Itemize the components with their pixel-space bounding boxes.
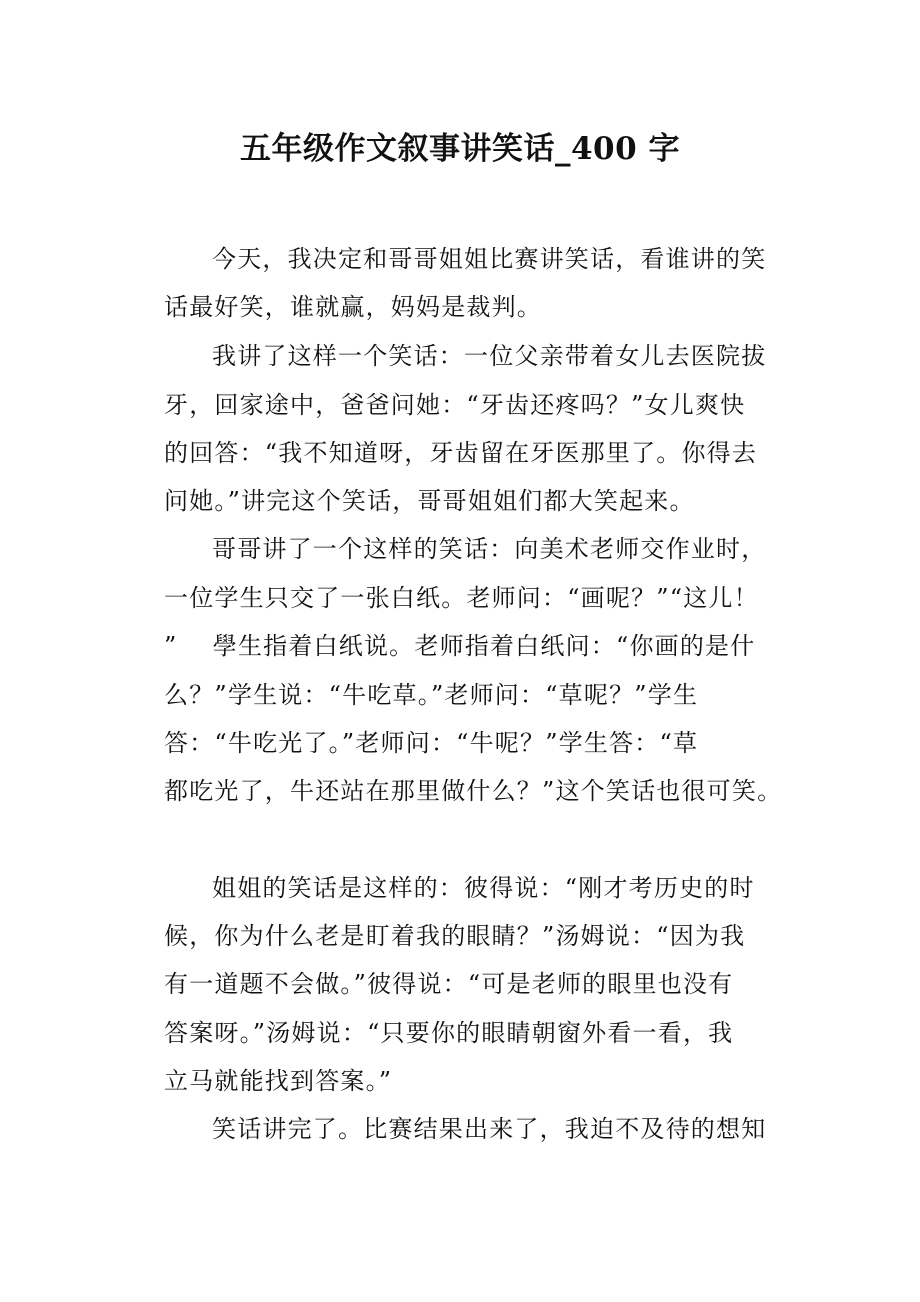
text-line: 有一道题不会做。”彼得说：“可是老师的眼里也没有: [164, 970, 734, 998]
text-line: 立马就能找到答案。”: [164, 1067, 393, 1095]
text-line: 问她。”讲完这个笑话，哥哥姐姐们都大笑起来。: [164, 487, 695, 515]
text-line: 笑话讲完了。比赛结果出来了，我迫不及待的想知: [212, 1115, 767, 1143]
text-line: ” 學生指着白纸说。老师指着白纸问：“你画的是什: [164, 632, 756, 660]
text-line: 么？”学生说：“牛吃草。”老师问：“草呢？”学生: [164, 681, 699, 709]
document-title: 五年级作文叙事讲笑话_400 字: [239, 131, 680, 167]
text-line: 哥哥讲了一个这样的笑话：向美术老师交作业时，: [212, 535, 767, 563]
text-line: 今天，我决定和哥哥姐姐比赛讲笑话，看谁讲的笑: [212, 245, 767, 273]
text-line: 牙，回家途中，爸爸问她：“牙齿还疼吗？”女儿爽快: [164, 391, 746, 419]
text-line: 话最好笑，谁就赢，妈妈是裁判。: [164, 293, 542, 321]
text-line: 姐姐的笑话是这样的：彼得说：“刚才考历史的时: [212, 874, 755, 902]
text-line: 一位学生只交了一张白纸。老师问：“画呢？”“这儿！: [164, 584, 759, 612]
text-line: 答案呀。”汤姆说：“只要你的眼睛朝窗外看一看，我: [164, 1019, 734, 1047]
text-line: 我讲了这样一个笑话：一位父亲带着女儿去医院拔: [212, 342, 767, 370]
text-line: 都吃光了，牛还站在那里做什么？”这个笑话也很可笑。: [164, 777, 783, 805]
text-line: 答：“牛吃光了。”老师问：“牛呢？”学生答：“草: [164, 729, 699, 757]
text-line: 的回答：“我不知道呀，牙齿留在牙医那里了。你得去: [164, 439, 758, 467]
text-line: 候，你为什么老是盯着我的眼睛？”汤姆说：“因为我: [164, 922, 746, 950]
